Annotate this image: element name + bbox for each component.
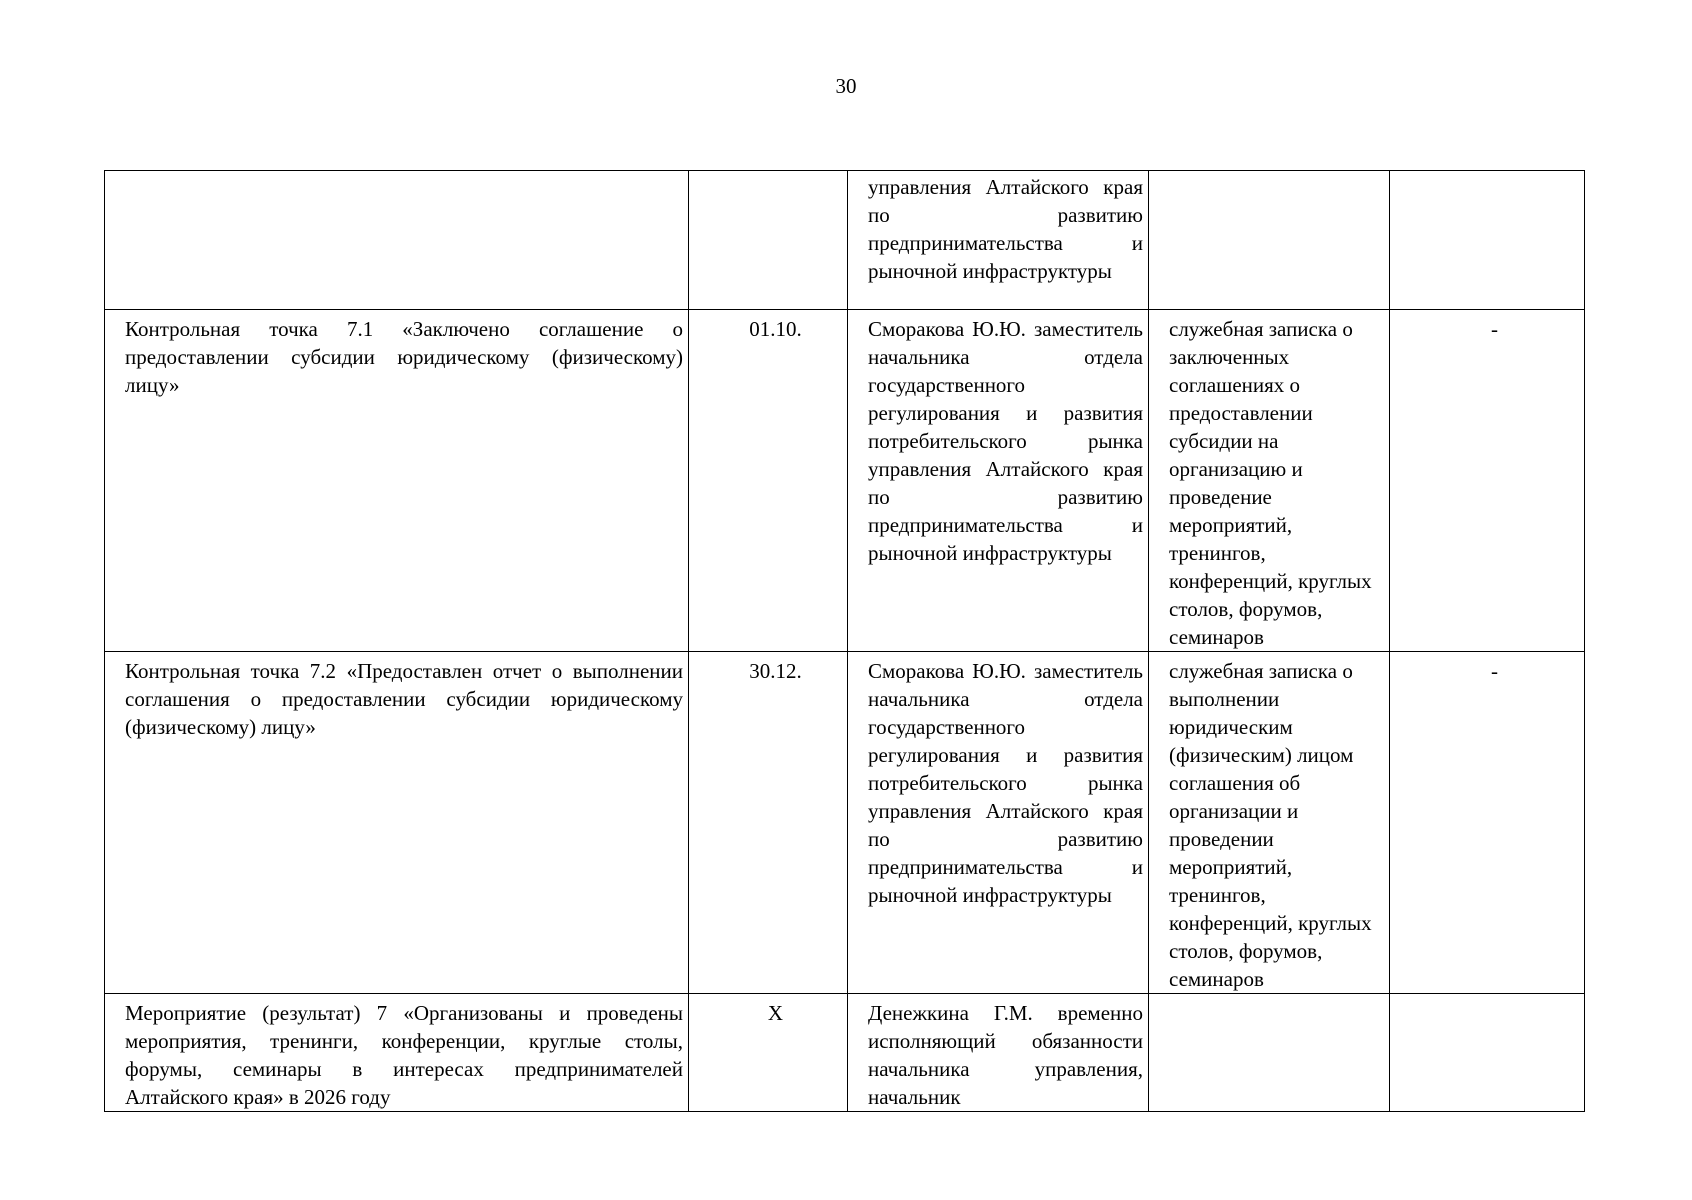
table-cell-date	[689, 171, 848, 310]
table-cell-responsible: Денежкина Г.М. временно исполняющий обязанности начальника управления, начальник	[848, 994, 1149, 1112]
table-cell-name: Мероприятие (результат) 7 «Организованы и проведены мероприятия, тренинги, конференции, круглые столы, форумы, семинары в интересах предпринимателей Алтайского края» в 2026 году	[105, 994, 689, 1112]
table-cell-date: 30.12.	[689, 652, 848, 994]
table-cell-document: служебная записка о заключенных соглашениях о предоставлении субсидии на организацию и проведение мероприятий, тренингов, конференций, круглых столов, форумов, семинаров	[1149, 310, 1390, 652]
table-cell-name: Контрольная точка 7.2 «Предоставлен отчет о выполнении соглашения о предоставлении субсидии юридическому (физическому) лицу»	[105, 652, 689, 994]
table-row	[105, 171, 1585, 310]
table-cell-note: -	[1390, 652, 1585, 994]
table-cell-note	[1390, 171, 1585, 310]
table-row	[105, 652, 1585, 994]
table-cell-responsible: управления Алтайского края по развитию предпринимательства и рыночной инфраструктуры	[848, 171, 1149, 310]
table-cell-name: Контрольная точка 7.1 «Заключено соглашение о предоставлении субсидии юридическому (физическому) лицу»	[105, 310, 689, 652]
table-cell-document	[1149, 994, 1390, 1112]
table-row	[105, 310, 1585, 652]
table-cell-name	[105, 171, 689, 310]
table-cell-document	[1149, 171, 1390, 310]
table-cell-note	[1390, 994, 1585, 1112]
table-cell-note: -	[1390, 310, 1585, 652]
table-cell-document: служебная записка о выполнении юридическим (физическим) лицом соглашения об организации и проведении мероприятий, тренингов, конференций, круглых столов, форумов, семинаров	[1149, 652, 1390, 994]
table-row	[105, 994, 1585, 1112]
table-cell-responsible: Сморакова Ю.Ю. заместитель начальника отдела государственного регулирования и развития потребительского рынка управления Алтайского края по развитию предпринимательства и рыночной инфраструктуры	[848, 310, 1149, 652]
page-number: 30	[835, 74, 857, 98]
table-cell-responsible: Сморакова Ю.Ю. заместитель начальника отдела государственного регулирования и развития потребительского рынка управления Алтайского края по развитию предпринимательства и рыночной инфраструктуры	[848, 652, 1149, 994]
plan-table	[104, 170, 1585, 1112]
table-cell-date: X	[689, 994, 848, 1112]
table-cell-date: 01.10.	[689, 310, 848, 652]
